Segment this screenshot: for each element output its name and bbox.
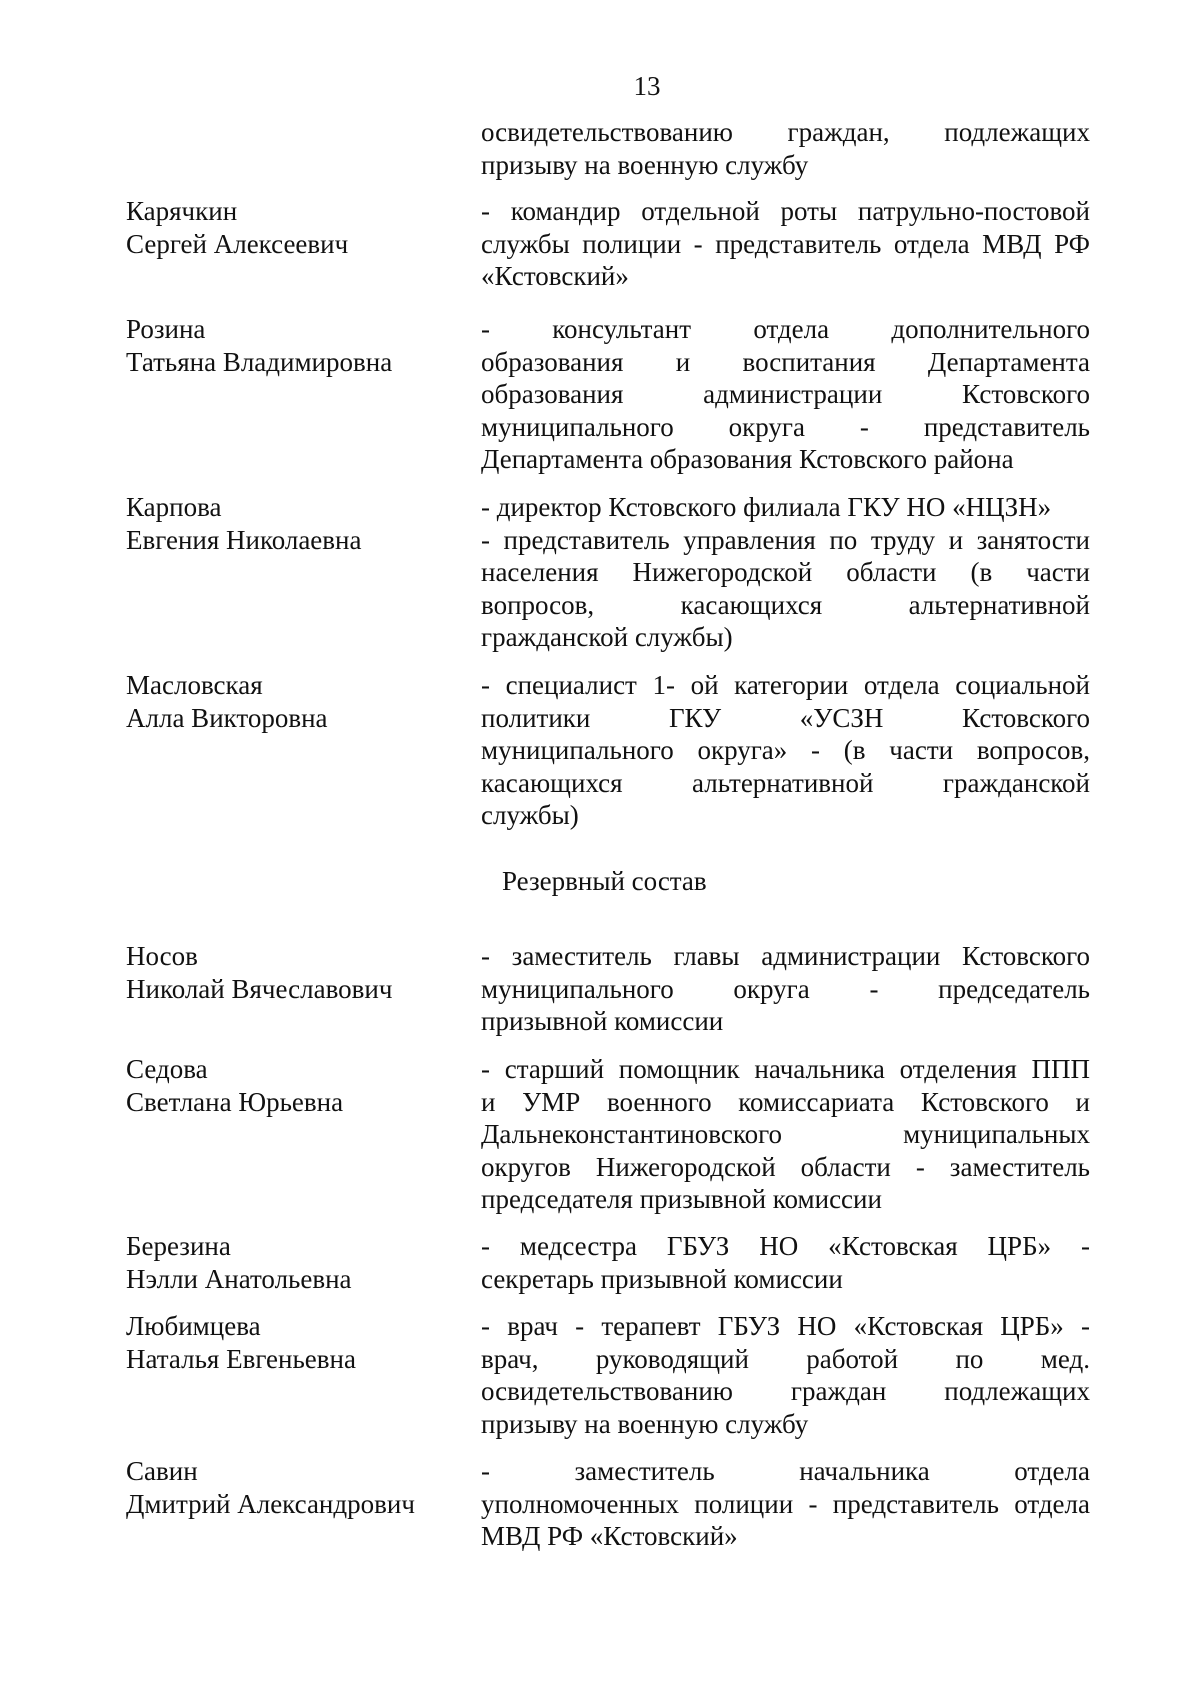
position-line: «Кстовский» <box>481 261 629 291</box>
member-name <box>126 1053 456 1118</box>
position-line: образования и воспитания Департамента <box>481 346 1090 377</box>
position-line: уполномоченных полиции - представитель отдела <box>481 1488 1090 1519</box>
member-surname: Масловская <box>126 670 263 700</box>
member-surname: Березина <box>126 1231 231 1261</box>
member-position <box>481 491 1090 654</box>
member-name <box>126 1310 456 1375</box>
member-position <box>481 1053 1090 1216</box>
position-line: гражданской службы) <box>481 622 733 652</box>
position-line: - представитель управления по труду и занятости <box>481 524 1090 555</box>
member-position <box>481 313 1090 476</box>
position-line: округов Нижегородской области - заместитель <box>481 1151 1090 1182</box>
member-given-name: Светлана Юрьевна <box>126 1086 344 1117</box>
position-line: муниципального округа» - (в части вопросов, <box>481 735 1090 765</box>
member-given-name: Николай Вячеславович <box>126 973 393 1004</box>
member-surname: Седова <box>126 1054 208 1084</box>
section-title-reserve: Резервный состав <box>502 866 707 896</box>
member-name <box>126 669 456 734</box>
continuation-line: призыву на военную службу <box>481 149 809 180</box>
position-line: образования администрации Кстовского <box>481 379 1090 409</box>
member-surname: Носов <box>126 941 198 971</box>
member-name <box>126 195 456 260</box>
member-given-name: Татьяна Владимировна <box>126 346 393 377</box>
position-line: - старший помощник начальника отделения ППП <box>481 1054 1090 1084</box>
member-name <box>126 1455 456 1520</box>
position-line: Департамента образования Кстовского района <box>481 444 1014 474</box>
member-surname: Карячкин <box>126 196 238 226</box>
continuation-text <box>481 116 1090 181</box>
member-position <box>481 940 1090 1038</box>
member-given-name: Нэлли Анатольевна <box>126 1263 352 1294</box>
position-line: - заместитель главы администрации Кстовского <box>481 941 1090 971</box>
position-line: политики ГКУ «УСЗН Кстовского <box>481 702 1090 733</box>
member-given-name: Наталья Евгеньевна <box>126 1343 356 1374</box>
member-given-name: Дмитрий Александрович <box>126 1488 415 1519</box>
position-line: - директор Кстовского филиала ГКУ НО «НЦЗН» <box>481 492 1052 522</box>
position-line: призывной комиссии <box>481 1006 724 1036</box>
member-given-name: Евгения Николаевна <box>126 524 362 555</box>
position-line: - командир отдельной роты патрульно-постовой <box>481 196 1090 226</box>
member-given-name: Сергей Алексеевич <box>126 228 349 259</box>
position-line: - специалист 1- ой категории отдела социальной <box>481 670 1090 700</box>
member-surname: Карпова <box>126 492 222 522</box>
member-name <box>126 491 456 556</box>
position-line: секретарь призывной комиссии <box>481 1263 843 1294</box>
member-given-name: Алла Викторовна <box>126 702 328 733</box>
position-line: - врач - терапевт ГБУЗ НО «Кстовская ЦРБ» - <box>481 1311 1090 1341</box>
member-position <box>481 1310 1090 1440</box>
position-line: - заместитель начальника отдела <box>481 1456 1090 1486</box>
continuation-line: освидетельствованию граждан, подлежащих <box>481 117 1090 147</box>
position-line: муниципального округа - представитель <box>481 411 1090 442</box>
member-name <box>126 1230 456 1295</box>
member-name <box>126 940 456 1005</box>
member-surname: Розина <box>126 314 206 344</box>
position-line: и УМР военного комиссариата Кстовского и <box>481 1086 1090 1117</box>
position-line: МВД РФ «Кстовский» <box>481 1521 738 1551</box>
position-line: - консультант отдела дополнительного <box>481 314 1090 344</box>
position-line: председателя призывной комиссии <box>481 1184 882 1214</box>
member-position <box>481 1455 1090 1553</box>
position-line: призыву на военную службу <box>481 1408 809 1439</box>
position-line: службы) <box>481 800 579 830</box>
member-surname: Савин <box>126 1456 198 1486</box>
position-line: населения Нижегородской области (в части <box>481 557 1090 587</box>
member-position <box>481 669 1090 832</box>
position-line: касающихся альтернативной гражданской <box>481 767 1090 798</box>
page-number: 13 <box>633 71 661 101</box>
position-line: Дальнеконстантиновского муниципальных <box>481 1119 1090 1149</box>
position-line: врач, руководящий работой по мед. <box>481 1343 1090 1374</box>
member-surname: Любимцева <box>126 1311 261 1341</box>
member-position <box>481 195 1090 293</box>
member-name <box>126 313 456 378</box>
position-line: вопросов, касающихся альтернативной <box>481 589 1090 620</box>
position-line: службы полиции - представитель отдела МВД РФ <box>481 228 1090 259</box>
position-line: освидетельствованию граждан подлежащих <box>481 1376 1090 1406</box>
position-line: муниципального округа - председатель <box>481 973 1090 1004</box>
position-line: - медсестра ГБУЗ НО «Кстовская ЦРБ» - <box>481 1231 1090 1261</box>
member-position <box>481 1230 1090 1295</box>
